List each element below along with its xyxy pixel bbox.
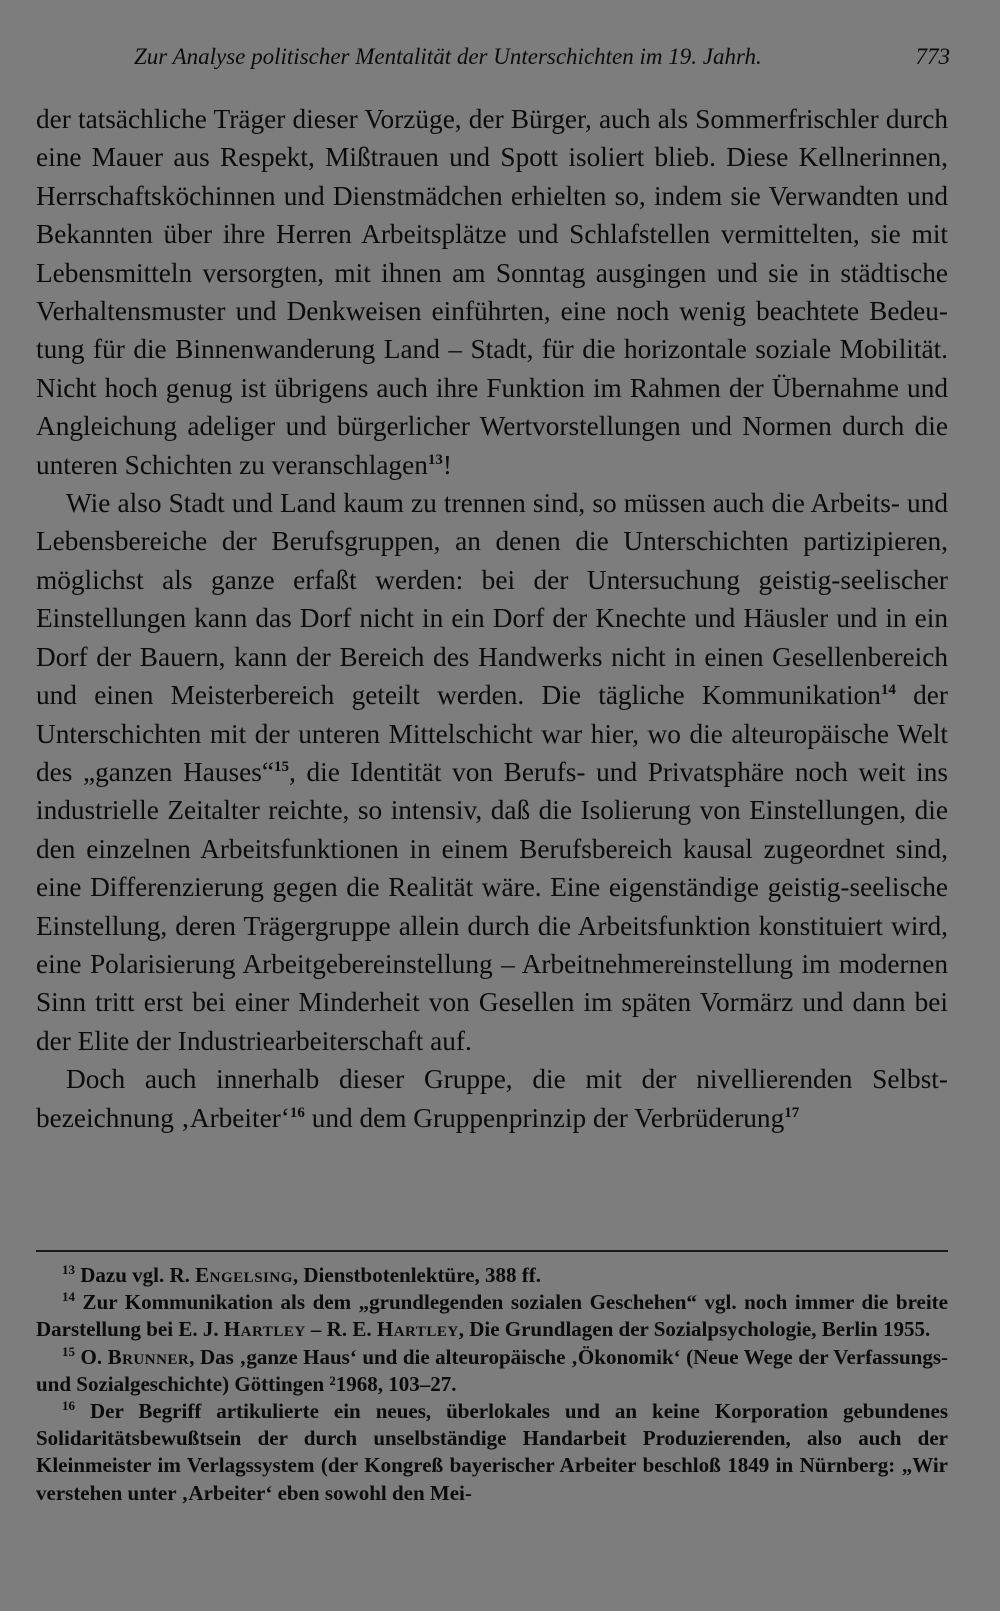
paragraph-3-text-a: Doch auch innerhalb dieser Gruppe, die mit der nivellierenden Selbstbezeichnung ‚Arbeiter‘ (36, 1064, 948, 1133)
paragraph-2 (36, 484, 948, 1060)
footnote-number: 16 (62, 1398, 75, 1414)
paragraph-1-end: ! (442, 449, 452, 480)
paragraph-2-text-c: , die Identität von Berufs- und Privatsphäre noch weit ins industrielle Zeitalter reichte, so intensiv, daß die Isolierung von Einstellungen, die den einzelnen Arbeitsfunktionen in einem Berufsbereich kausal zugeordnet sind, eine Differenzierung gegen die Realität wäre. Eine eigenständige geistig-seelische Einstellung, deren Trägergruppe allein durch die Arbeitsfunktion konstituiert wird, eine Polarisierung Arbeitgebereinstellung – Arbeitnehmereinstellung im modernen Sinn tritt erst bei einer Minderheit von Gesellen im späten Vormärz und dann bei der Elite der Industriearbeiterschaft auf. (36, 756, 948, 1056)
paragraph-1-text: der tatsächliche Träger dieser Vorzüge, der Bürger, auch als Sommerfrischler durch eine Mauer aus Respekt, Mißtrauen und Spott isoliert blieb. Diese Kellnerinnen, Herrschaftsköchinnen und Dienstmädchen erhielten so, indem sie Verwandten und Bekannten über ihre Herren Arbeitsplätze und Schlafstellen vermittelten, sie mit Lebensmitteln versorgten, mit ihnen am Sonntag ausgingen und sie in städtische Verhaltensmuster und Denkweisen einführten, eine noch wenig beachtete Bedeutung für die Binnenwanderung Land – Stadt, für die horizontale soziale Mobilität. Nicht hoch genug ist übrigens auch ihre Funktion im Rahmen der Übernahme und Angleichung adeliger und bürgerlicher Wertvorstellungen und Normen durch die unteren Schichten zu veranschlagen (36, 104, 948, 480)
footnote-text: – R. E. (305, 1317, 377, 1342)
footnote-ref-17: 17 (784, 1104, 800, 1121)
main-text (36, 100, 948, 1137)
footnote-text: Dazu vgl. R. (75, 1263, 196, 1287)
author-name: Engelsing (195, 1263, 293, 1287)
running-header (38, 44, 950, 78)
footnote-ref-14: 14 (880, 682, 896, 698)
author-name: Brunner (107, 1344, 190, 1369)
footnote-text: , Das ‚ganze Haus‘ und die alteuropäische ‚Ökonomik‘ (Neue Wege der Verfassungs- und Sozialgeschichte) Göttingen ²1968, 103–27. (36, 1344, 948, 1396)
footnote-text: O. (75, 1344, 108, 1369)
footnote-text: Der Begriff artikulierte ein neues, überlokales und an keine Korporation gebundenes Solidaritätsbewußtsein der durch unselbständige Handarbeit Produzierenden, also auch der Kleinmeister im Verlagssystem (der Kongreß bayerischer Arbeiter beschloß 1849 in Nürnberg: „Wir verstehen unter ‚Arbeiter‘ eben sowohl den Mei- (36, 1399, 948, 1505)
footnote-rule (36, 1250, 948, 1252)
footnote-number: 14 (62, 1289, 75, 1305)
footnote-ref-13: 13 (427, 451, 443, 468)
footnote-text: , Die Grundlagen der Sozialpsychologie, Berlin 1955. (458, 1317, 931, 1342)
footnotes (36, 1262, 948, 1507)
footnote-13 (36, 1262, 948, 1289)
paragraph-3 (36, 1060, 948, 1137)
paragraph-3-text-b: und dem Gruppenprinzip der Verbrüderung (304, 1102, 785, 1133)
footnote-number: 13 (62, 1262, 75, 1277)
paragraph-1 (36, 100, 948, 484)
page-number: 773 (915, 44, 950, 69)
footnote-number: 15 (62, 1343, 75, 1359)
running-title: Zur Analyse politischer Mentalität der Unterschichten im 19. Jahrh. (134, 44, 762, 69)
paragraph-2-text-b: der Unterschichten mit der unteren Mittelschicht war hier, wo die alteuropäische Welt des „ganzen Hauses“ (36, 680, 948, 787)
footnote-14 (36, 1289, 948, 1343)
footnote-15 (36, 1344, 948, 1398)
footnote-16 (36, 1398, 948, 1507)
footnote-ref-16: 16 (289, 1104, 305, 1121)
paragraph-2-text-a: Wie also Stadt und Land kaum zu trennen sind, so müssen auch die Arbeits- und Lebensbereiche der Berufsgruppen, an denen die Unterschichten partizipieren, möglichst als ganze erfaßt werden: bei der Untersuchung geistig-seelischer Einstellungen kann das Dorf nicht in ein Dorf der Knechte und Häusler und in ein Dorf der Bauern, kann der Bereich des Handwerks nicht in einen Gesellenbereich und einen Meisterbereich geteilt werden. Die tägliche Kommunikation (36, 488, 948, 711)
footnote-text: Zur Kommunikation als dem „grundlegenden sozialen Geschehen“ vgl. noch immer die breite Darstellung bei E. J. (36, 1290, 948, 1342)
author-name: Hartley (376, 1317, 459, 1342)
author-name: Hartley (223, 1317, 306, 1342)
footnote-text: , Dienstbotenlektüre, 388 ff. (292, 1263, 541, 1287)
footnote-ref-15: 15 (274, 758, 290, 775)
